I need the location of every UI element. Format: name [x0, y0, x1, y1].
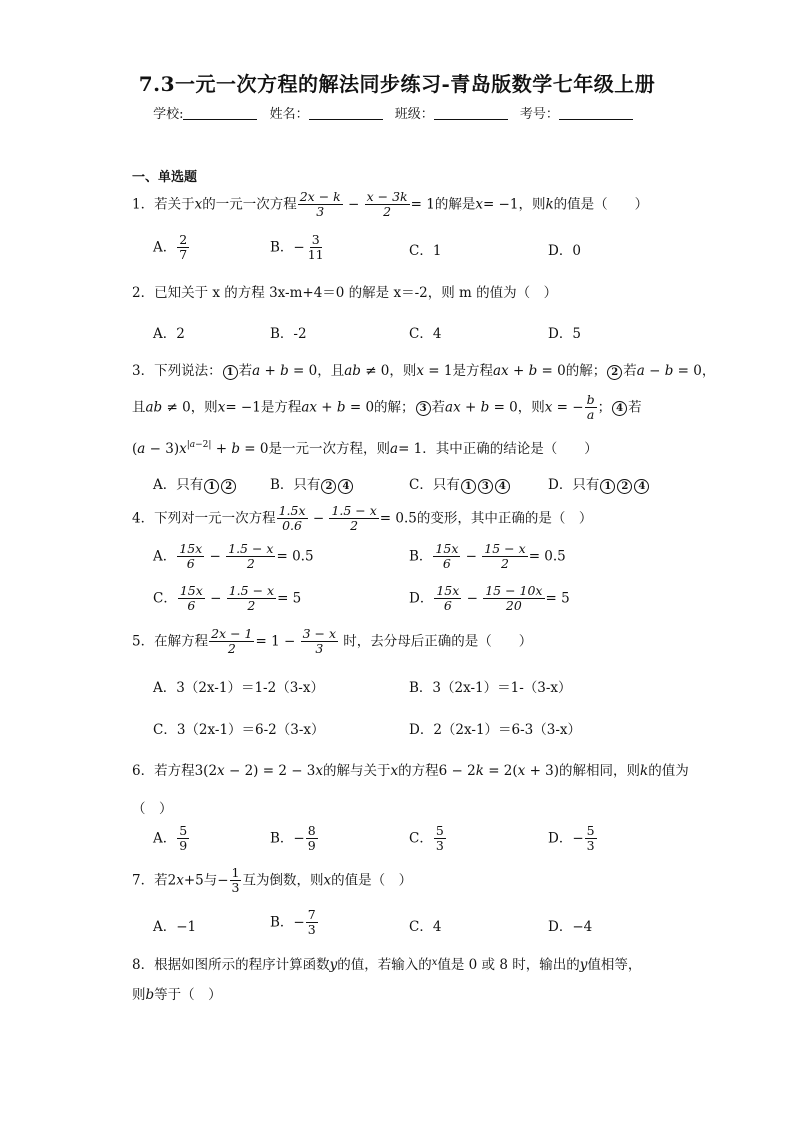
school-blank: [183, 107, 257, 120]
q7-option-d[interactable]: D．−4: [548, 919, 593, 935]
q2-option-c[interactable]: C．4: [409, 326, 442, 342]
q1-text-e: 的值是（ ）: [553, 196, 649, 213]
question-3-line-3: $(a - 3)x^{|a-2|} + b = 0$是一元一次方程，则a= 1．其中正确的结论是（ ）: [132, 440, 598, 457]
q4-option-c[interactable]: C． $\frac{15x}{6}$ − $\frac{1.5 - x}{2}$ = 5: [153, 583, 302, 614]
class-label: 班级：: [394, 107, 434, 122]
q1-text-c: 的解是: [434, 196, 476, 213]
page-title: 7.3一元一次方程的解法同步练习-青岛版数学七年级上册: [138, 72, 656, 96]
q3-option-c[interactable]: C．只有 1 3 4: [409, 473, 511, 494]
q2-option-d[interactable]: D．5: [548, 326, 581, 342]
q7-option-a[interactable]: A．−1: [153, 919, 197, 935]
q6-option-a[interactable]: A． $\frac{5}{9}$: [153, 823, 188, 854]
question-2: 2．已知关于 x 的方程 3x-m+4＝0 的解是 x＝-2，则 m 的值为（ ）: [132, 285, 558, 301]
q5-option-a[interactable]: A．3（2x-1）＝1-2（3-x）: [153, 680, 324, 696]
q1-text-b: 的一元一次方程: [202, 196, 297, 213]
question-1: 1．若关于x的一元一次方程 $\frac{2x - k}{3}$ − $\frac{x - 3k}{2}$ = 1的解是x= −1，则k的值是（ ）: [132, 189, 649, 220]
question-3-line-1: 3．下列说法： 1 若a + b = 0，且ab ≠ 0，则x = 1是方程ax + b = 0的解； 2 若a − b = 0，: [132, 363, 716, 379]
question-7: 7．若2x+5与− $\frac{1}{3}$ 互为倒数，则x的值是（ ）: [132, 865, 413, 896]
question-6-tail: （ ）: [132, 801, 173, 817]
q6-option-c[interactable]: C． $\frac{5}{3}$: [409, 823, 444, 854]
q1-option-d[interactable]: D．0: [548, 243, 581, 259]
exam-no-blank: [559, 107, 633, 120]
exam-no-label: 考号：: [519, 107, 559, 122]
name-label: 姓名：: [269, 107, 309, 122]
school-label: 学校:: [153, 107, 184, 122]
q3-option-d[interactable]: D．只有 1 2 4: [548, 473, 650, 494]
student-info-line: [0, 103, 794, 122]
q6-option-b[interactable]: B．− $\frac{8}{9}$: [270, 823, 316, 854]
q2-option-a[interactable]: A．2: [153, 326, 185, 342]
q1-text-d: ，则: [518, 196, 546, 213]
q2-option-b[interactable]: B．-2: [270, 326, 307, 342]
question-8-line-2: 则b等于（ ）: [132, 987, 222, 1003]
q5-option-b[interactable]: B．3（2x-1）＝1-（3-x）: [409, 680, 572, 696]
name-blank: [309, 107, 383, 120]
q7-option-c[interactable]: C．4: [409, 919, 442, 935]
q1-option-b[interactable]: B．− $\frac{3}{11}$: [270, 232, 324, 263]
q5-option-c[interactable]: C．3（2x-1）＝6-2（3-x）: [153, 722, 325, 738]
q6-option-d[interactable]: D．− $\frac{5}{3}$: [548, 823, 595, 854]
q1-option-a[interactable]: A． $\frac{2}{7}$: [153, 232, 188, 263]
q3-option-b[interactable]: B．只有 2 4: [270, 473, 354, 494]
question-5: 5．在解方程 $\frac{2x - 1}{2}$ = 1 − $\frac{3 - x}{3}$ 时，去分母后正确的是（ ）: [132, 626, 533, 657]
q4-option-d[interactable]: D． $\frac{15x}{6}$ − $\frac{15 - 10x}{20}$ = 5: [409, 583, 570, 614]
q3-option-a[interactable]: A．只有 1 2: [153, 473, 237, 494]
section-heading: 一、单选题: [132, 170, 198, 185]
q1-option-c[interactable]: C．1: [409, 243, 442, 259]
q4-option-a[interactable]: A． $\frac{15x}{6}$ − $\frac{1.5 - x}{2}$ = 0.5: [153, 541, 314, 572]
question-6: 6．若方程3(2x − 2) = 2 − 3x的解与关于x的方程6 − 2k = 2(x + 3)的解相同，则k的值为: [132, 763, 689, 779]
q1-text-a: 1．若关于: [132, 196, 195, 213]
class-blank: [434, 107, 508, 120]
question-4: 4．下列对一元一次方程 $\frac{1.5x}{0.6}$ − $\frac{1.5 - x}{2}$ = 0.5的变形，其中正确的是（ ）: [132, 503, 593, 534]
question-3-line-2: 且ab ≠ 0，则x= −1是方程ax + b = 0的解； 3 若ax + b = 0，则x = − $\frac{b}{a}$ ； 4 若: [132, 392, 642, 423]
q5-option-d[interactable]: D．2（2x-1）＝6-3（3-x）: [409, 722, 582, 738]
q7-option-b[interactable]: B．− $\frac{7}{3}$: [270, 907, 316, 938]
q4-option-b[interactable]: B． $\frac{15x}{6}$ − $\frac{15 - x}{2}$ = 0.5: [409, 541, 566, 572]
question-8-line-1: 8．根据如图所示的程序计算函数y的值，若输入的$^x$值是 0 或 8 时，输出的y值相等，: [132, 957, 642, 973]
